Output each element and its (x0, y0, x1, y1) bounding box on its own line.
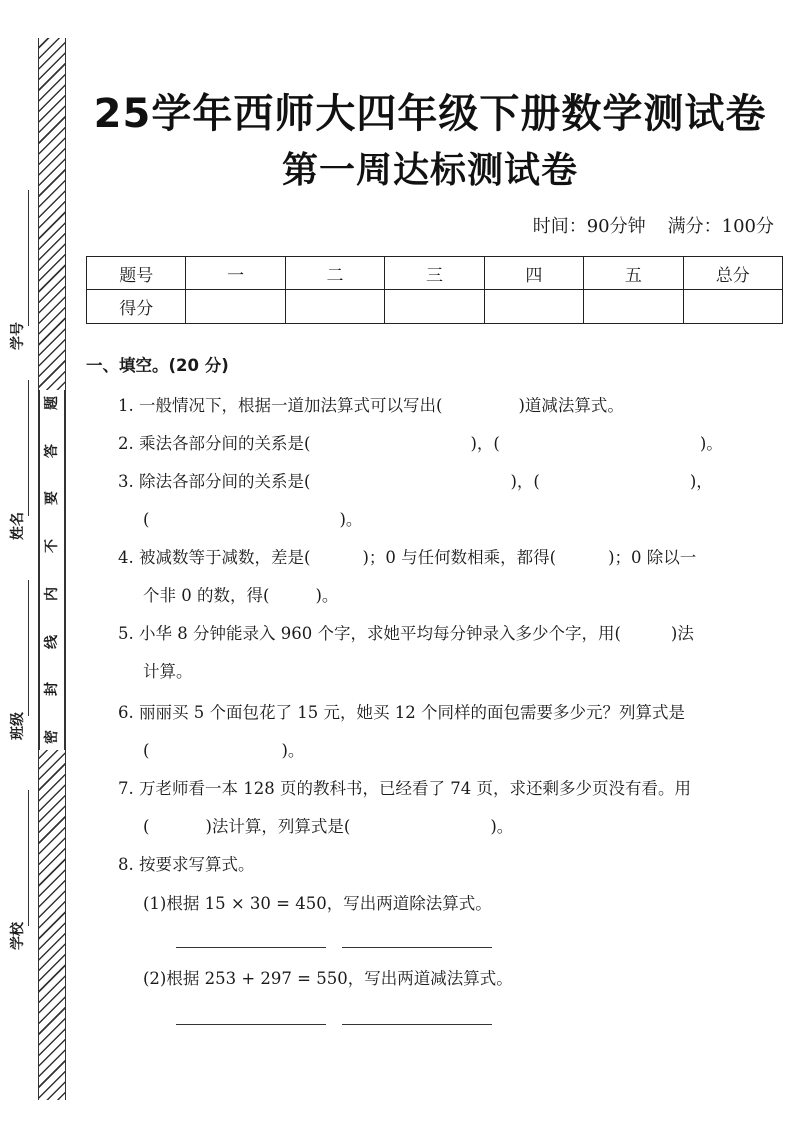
student-name-label: 姓名 (10, 512, 26, 540)
answer-line[interactable] (176, 1024, 326, 1025)
score-table-header-cell: 三 (385, 257, 484, 290)
seal-char: 题 (44, 396, 60, 410)
question-number: 8. (118, 855, 134, 874)
question-4 (118, 547, 696, 569)
question-5 (118, 623, 694, 645)
section-title: 一、填空。(20 分) (86, 356, 229, 375)
question-text: 被减数等于减数，差是( (139, 548, 311, 567)
seal-char: 密 (44, 729, 60, 744)
seal-char: 内 (44, 586, 60, 601)
question-number: 3. (118, 472, 134, 491)
question-2 (118, 433, 723, 455)
answer-line[interactable] (342, 947, 492, 948)
question-text: 个非 0 的数，得( (143, 586, 270, 605)
seal-char: 不 (44, 539, 60, 554)
question-text: )。 (315, 586, 339, 605)
full-score: 满分：100分 (667, 216, 774, 237)
question-text: )， (689, 472, 713, 491)
class-label: 班级 (10, 712, 26, 740)
question-1 (118, 395, 624, 417)
seal-char: 答 (44, 443, 60, 458)
student-id-label: 学号 (10, 322, 26, 350)
seal-char: 封 (44, 682, 60, 697)
score-table-header-cell: 一 (186, 257, 285, 290)
question-7 (118, 778, 691, 800)
score-row-label: 得分 (87, 290, 186, 324)
question-6-continued (143, 740, 304, 762)
question-text: )；0 除以一 (608, 548, 697, 567)
school-label: 学校 (10, 922, 26, 950)
question-text: 按要求写算式。 (139, 855, 255, 874)
question-number: 7. (118, 779, 134, 798)
question-text: 除法各部分间的关系是( (139, 472, 311, 491)
question-8 (118, 854, 255, 876)
score-table-header-cell: 五 (584, 257, 683, 290)
answer-line[interactable] (342, 1024, 492, 1025)
exam-subtitle: 第一周达标测试卷 (281, 150, 578, 191)
question-text: )。 (490, 817, 514, 836)
question-text: ( (143, 817, 150, 836)
question-number: 5. (118, 624, 134, 643)
score-table-header-cell: 二 (285, 257, 384, 290)
score-table-header-cell: 四 (484, 257, 583, 290)
question-text: )法 (670, 624, 694, 643)
question-text: 小华 8 分钟能录入 960 个字，求她平均每分钟录入多少个字，用( (139, 624, 621, 643)
question-number: 2. (118, 434, 134, 453)
question-text: )；0 与任何数相乘，都得( (362, 548, 557, 567)
question-text: )。 (339, 510, 363, 529)
question-text: 丽丽买 5 个面包花了 15 元，她买 12 个同样的面包需要多少元？列算式是 (139, 703, 685, 722)
question-number: 4. (118, 548, 134, 567)
question-3-continued (143, 509, 362, 531)
question-5-continued (143, 661, 193, 683)
question-text: )。 (281, 741, 305, 760)
question-text: )，( (470, 434, 500, 453)
question-8-part-2: (2)根据 253 + 297 = 550，写出两道减法算式。 (143, 969, 513, 988)
question-text: 乘法各部分间的关系是( (139, 434, 311, 453)
score-table-header-cell: 总分 (683, 257, 782, 290)
score-table-header-cell: 题号 (87, 257, 186, 290)
question-text: )，( (510, 472, 540, 491)
question-8-part-1: (1)根据 15 × 30 = 450，写出两道除法算式。 (143, 894, 492, 913)
seal-char: 线 (44, 634, 60, 649)
question-number: 1. (118, 396, 134, 415)
question-text: )。 (699, 434, 723, 453)
question-text: 计算。 (143, 662, 193, 681)
question-7-continued (143, 816, 513, 838)
answer-line[interactable] (176, 947, 326, 948)
question-text: ( (143, 741, 150, 760)
question-text: ( (143, 510, 150, 529)
question-text: )道减法算式。 (518, 396, 624, 415)
question-text: 万老师看一本 128 页的教科书，已经看了 74 页，求还剩多少页没有看。用 (139, 779, 691, 798)
time-limit: 时间：90分钟 (532, 216, 646, 237)
question-4-continued (143, 585, 338, 607)
question-3 (118, 471, 713, 493)
question-6 (118, 702, 685, 724)
exam-title: 25学年西师大四年级下册数学测试卷 (93, 91, 767, 137)
question-number: 6. (118, 703, 134, 722)
seal-char: 要 (44, 491, 60, 506)
question-text: 一般情况下，根据一道加法算式可以写出( (139, 396, 443, 415)
question-text: )法计算，列算式是( (205, 817, 351, 836)
